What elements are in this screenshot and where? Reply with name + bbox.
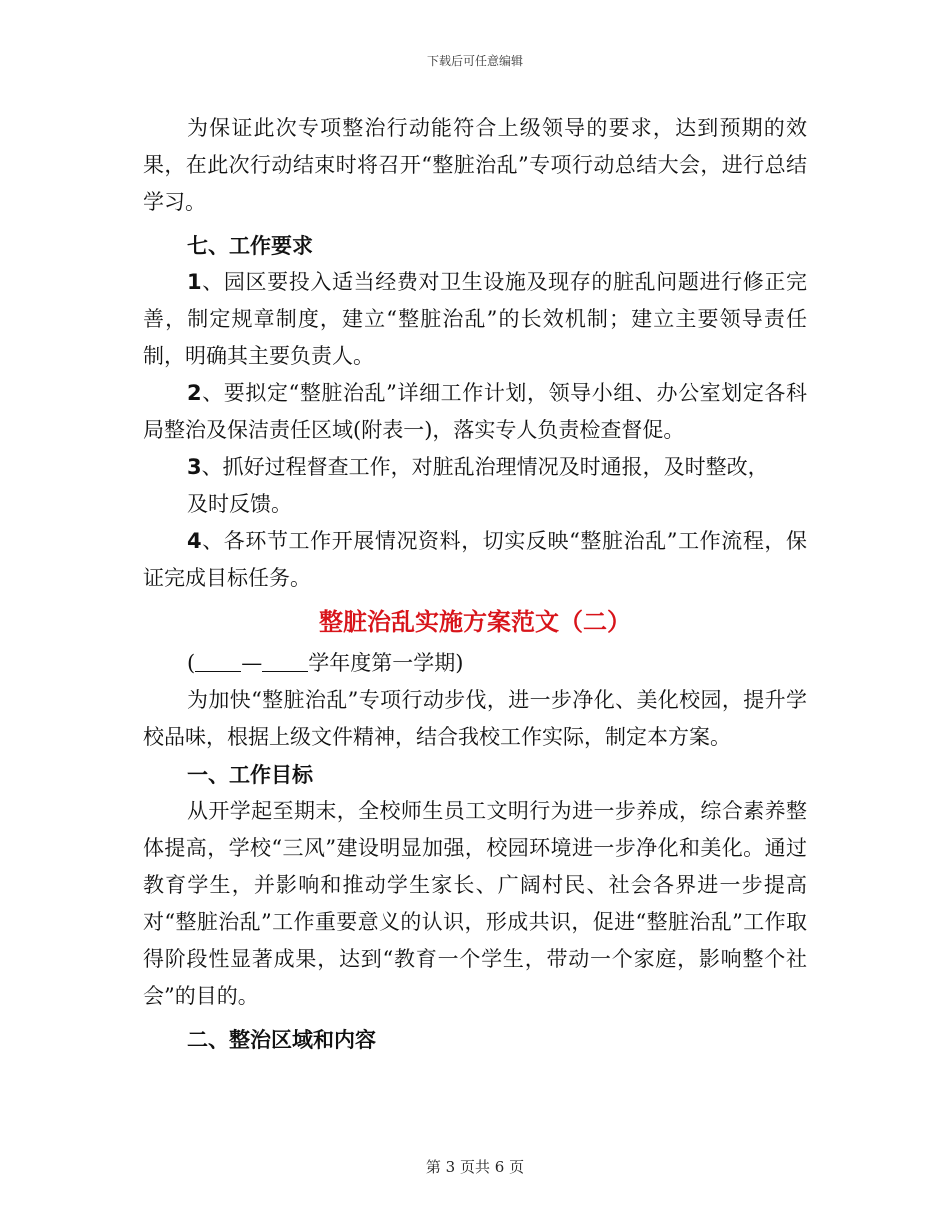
- item-number: 2: [187, 381, 202, 405]
- heading-work-goals: 一、工作目标: [187, 762, 313, 787]
- page-header: 下载后可任意编辑: [426, 54, 523, 68]
- page-footer: 第 3 页共 6 页: [425, 1158, 525, 1176]
- item-text: 、要拟定“整脏治乱”详细工作计划，领导小组、办公室划定各科局整治及保洁责任区域(附表一)，落实专人负责检查督促。: [143, 381, 807, 442]
- item-number: 3: [187, 455, 202, 479]
- item-text: 、抓好过程督查工作，对脏乱治理情况及时通报，及时整改，: [201, 455, 769, 479]
- item-number: 1: [187, 270, 202, 294]
- document-body: [143, 110, 807, 1058]
- requirement-item-3-continued: 及时反馈。: [187, 492, 292, 516]
- heading-scope-content: 二、整治区域和内容: [187, 1027, 376, 1052]
- section-title: 整脏治乱实施方案范文（二）: [319, 607, 631, 636]
- paragraph-goals: 从开学起至期末，全校师生员工文明行为进一步养成，综合素养整体提高，学校“三风”建设明显加强，校园环境进一步净化和美化。通过教育学生，并影响和推动学生家长、广阔村民、社会各界进一步提高对“整脏治乱”工作重要意义的认识，形成共识，促进“整脏治乱”工作取得阶段性显著成果，达到“教育一个学生，带动一个家庭，影响整个社会”的目的。: [143, 799, 807, 1008]
- paragraph-intro: 为加快“整脏治乱”专项行动步伐，进一步净化、美化校园，提升学校品味，根据上级文件精神，结合我校工作实际，制定本方案。: [143, 688, 807, 749]
- requirement-item-3: [143, 449, 807, 486]
- item-text: 、各环节工作开展情况资料，切实反映“整脏治乱”工作流程，保证完成目标任务。: [143, 529, 807, 590]
- blank-year-start: [195, 651, 241, 672]
- requirement-item-4: [143, 523, 807, 597]
- requirement-item-1: [143, 264, 807, 375]
- requirement-item-2: [143, 375, 807, 449]
- item-text: 、园区要投入适当经费对卫生设施及现存的脏乱问题进行修正完善，制定规章制度，建立“整脏治乱”的长效机制；建立主要领导责任制，明确其主要负责人。: [143, 270, 807, 368]
- paragraph-summary: 为保证此次专项整治行动能符合上级领导的要求，达到预期的效果，在此次行动结束时将召开“整脏治乱”专项行动总结大会，进行总结学习。: [143, 116, 807, 214]
- school-term-line: ( — 学年度第一学期): [187, 651, 464, 675]
- item-number: 4: [187, 529, 202, 553]
- heading-work-requirements: 七、工作要求: [187, 233, 313, 258]
- blank-year-end: [262, 651, 308, 672]
